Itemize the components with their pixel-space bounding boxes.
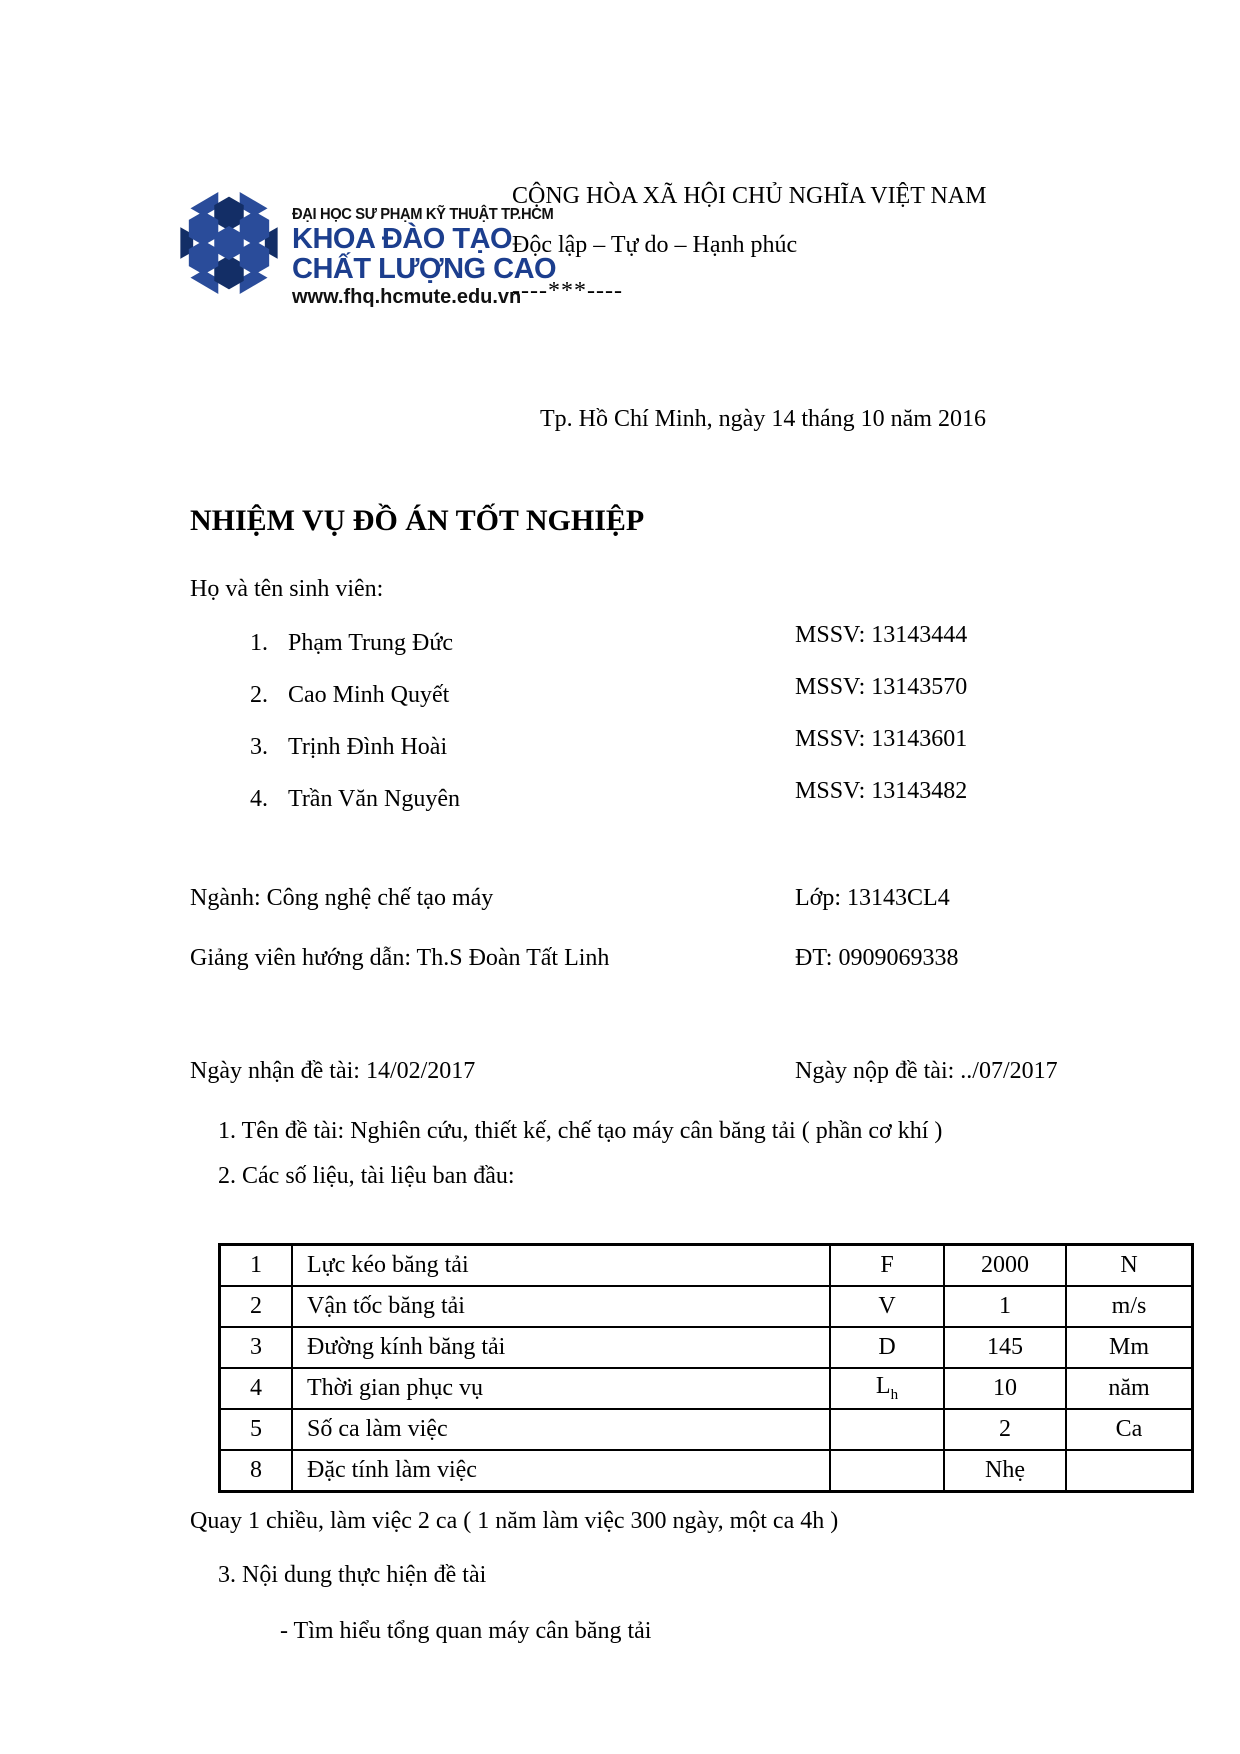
- student-number: 4.: [250, 786, 268, 812]
- cell-symbol: D: [830, 1327, 944, 1368]
- table-row: [220, 1368, 1193, 1409]
- cell-no: 2: [220, 1286, 293, 1327]
- student-number: 1.: [250, 630, 268, 656]
- topic-title-line: 1. Tên đề tài: Nghiên cứu, thiết kế, chế tạo máy cân băng tải ( phần cơ khí ): [218, 1118, 943, 1144]
- cell-no: 8: [220, 1450, 293, 1492]
- student-name: Trần Văn Nguyên: [288, 786, 460, 812]
- cell-value: 145: [944, 1327, 1066, 1368]
- major-line: Ngành: Công nghệ chế tạo máy: [190, 885, 494, 911]
- dateline: Tp. Hồ Chí Minh, ngày 14 tháng 10 năm 2016: [540, 406, 986, 432]
- table-row: [220, 1450, 1193, 1492]
- cell-unit: m/s: [1066, 1286, 1193, 1327]
- cell-value: 2000: [944, 1245, 1066, 1287]
- initial-data-line: 2. Các số liệu, tài liệu ban đầu:: [218, 1163, 515, 1189]
- cell-desc: Đường kính băng tải: [292, 1327, 830, 1368]
- faculty-website: www.fhq.hcmute.edu.vn: [292, 286, 522, 308]
- cell-no: 5: [220, 1409, 293, 1450]
- university-name: ĐẠI HỌC SƯ PHẠM KỸ THUẬT TP.HCM: [292, 206, 554, 223]
- student-row: [250, 622, 1110, 660]
- initial-data-table: [218, 1243, 1194, 1493]
- cell-desc: Đặc tính làm việc: [292, 1450, 830, 1492]
- students-label: Họ và tên sinh viên:: [190, 576, 384, 602]
- cell-desc: Số ca làm việc: [292, 1409, 830, 1450]
- faculty-name-line2: CHẤT LƯỢNG CAO: [292, 253, 557, 285]
- cell-value: 2: [944, 1409, 1066, 1450]
- content-sub-item: - Tìm hiểu tổng quan máy cân băng tải: [280, 1618, 652, 1644]
- table-row: [220, 1245, 1193, 1287]
- cell-symbol: [830, 1409, 944, 1450]
- cell-unit: N: [1066, 1245, 1193, 1287]
- cell-value: 1: [944, 1286, 1066, 1327]
- cell-desc: Thời gian phục vụ: [292, 1368, 830, 1409]
- national-header-line1: CỘNG HÒA XÃ HỘI CHỦ NGHĨA VIỆT NAM: [512, 183, 987, 209]
- hexagon-cluster-icon: [176, 184, 282, 302]
- national-header-divider: ----***----: [512, 278, 623, 304]
- table-row: [220, 1409, 1193, 1450]
- faculty-name-line1: KHOA ĐÀO TẠO: [292, 223, 513, 255]
- student-name: Cao Minh Quyết: [288, 682, 450, 708]
- student-name: Trịnh Đình Hoài: [288, 734, 448, 760]
- symbol-lh-sub: h: [890, 1386, 899, 1403]
- student-row: [250, 778, 1110, 816]
- cell-symbol: V: [830, 1286, 944, 1327]
- cell-desc: Lực kéo băng tải: [292, 1245, 830, 1287]
- cell-unit: [1066, 1450, 1193, 1492]
- phone-line: ĐT: 0909069338: [795, 945, 959, 971]
- cell-no: 4: [220, 1368, 293, 1409]
- student-name: Phạm Trung Đức: [288, 630, 454, 656]
- student-number: 2.: [250, 682, 268, 708]
- student-mssv: MSSV: 13143570: [795, 674, 968, 700]
- cell-symbol: [830, 1450, 944, 1492]
- student-mssv: MSSV: 13143482: [795, 778, 968, 804]
- table-note: Quay 1 chiều, làm việc 2 ca ( 1 năm làm việc 300 ngày, một ca 4h ): [190, 1508, 839, 1534]
- advisor-line: Giảng viên hướng dẫn: Th.S Đoàn Tất Linh: [190, 945, 610, 971]
- page-title: NHIỆM VỤ ĐỒ ÁN TỐT NGHIỆP: [190, 504, 645, 537]
- cell-unit: Mm: [1066, 1327, 1193, 1368]
- student-mssv: MSSV: 13143444: [795, 622, 968, 648]
- date-due-line: Ngày nộp đề tài: ../07/2017: [795, 1058, 1058, 1084]
- cell-no: 3: [220, 1327, 293, 1368]
- table-row: [220, 1327, 1193, 1368]
- content-heading: 3. Nội dung thực hiện đề tài: [218, 1562, 487, 1588]
- student-row: [250, 726, 1110, 764]
- cell-unit: năm: [1066, 1368, 1193, 1409]
- cell-no: 1: [220, 1245, 293, 1287]
- date-received-line: Ngày nhận đề tài: 14/02/2017: [190, 1058, 476, 1084]
- symbol-lh-base: L: [875, 1373, 891, 1400]
- table-row: [220, 1286, 1193, 1327]
- cell-symbol-lh: [830, 1368, 944, 1409]
- cell-value: Nhẹ: [944, 1450, 1066, 1492]
- student-row: [250, 674, 1110, 712]
- national-header-line2: Độc lập – Tự do – Hạnh phúc: [512, 232, 798, 258]
- student-number: 3.: [250, 734, 268, 760]
- student-mssv: MSSV: 13143601: [795, 726, 968, 752]
- cell-value: 10: [944, 1368, 1066, 1409]
- cell-symbol: F: [830, 1245, 944, 1287]
- class-line: Lớp: 13143CL4: [795, 885, 950, 911]
- cell-unit: Ca: [1066, 1409, 1193, 1450]
- cell-desc: Vận tốc băng tải: [292, 1286, 830, 1327]
